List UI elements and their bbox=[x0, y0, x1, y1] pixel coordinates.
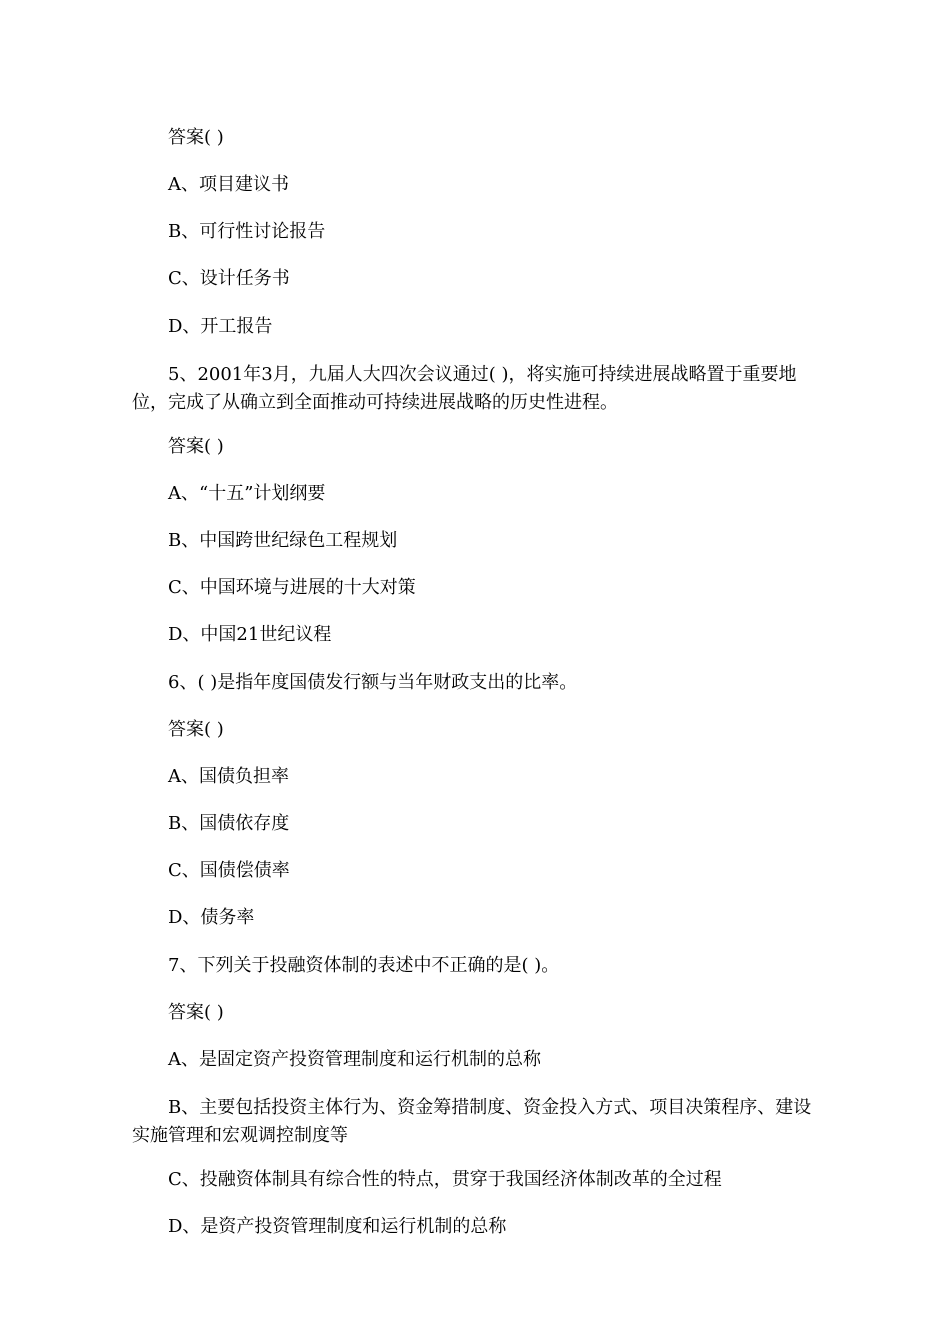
option-d: D、债务率 bbox=[168, 907, 255, 928]
answer-blank: 答案( ) bbox=[168, 436, 224, 457]
option-a: A、“十五”计划纲要 bbox=[168, 483, 326, 504]
question-stem: 7、下列关于投融资体制的表述中不正确的是( )。 bbox=[168, 955, 560, 976]
option-b: B、可行性讨论报告 bbox=[168, 221, 326, 242]
option-b: B、国债依存度 bbox=[168, 813, 290, 834]
option-c: C、中国环境与进展的十大对策 bbox=[168, 577, 416, 598]
option-a: A、项目建议书 bbox=[168, 174, 289, 195]
answer-blank: 答案( ) bbox=[168, 1002, 224, 1023]
option-c: C、国债偿债率 bbox=[168, 860, 290, 881]
question-stem: 6、( )是指年度国债发行额与当年财政支出的比率。 bbox=[168, 672, 578, 693]
answer-blank: 答案( ) bbox=[168, 719, 224, 740]
option-a: A、是固定资产投资管理制度和运行机制的总称 bbox=[168, 1049, 541, 1070]
option-b: B、中国跨世纪绿色工程规划 bbox=[168, 530, 398, 551]
option-d: D、是资产投资管理制度和运行机制的总称 bbox=[168, 1216, 507, 1237]
option-a: A、国债负担率 bbox=[168, 766, 289, 787]
option-d: D、中国21世纪议程 bbox=[168, 624, 332, 645]
option-c: C、设计任务书 bbox=[168, 268, 290, 289]
question-stem: 5、2001年3月，九届人大四次会议通过( )，将实施可持续进展战略置于重要地位，完成了从确立到全面推动可持续进展战略的历史性进程。 bbox=[132, 364, 797, 413]
option-d: D、开工报告 bbox=[168, 316, 273, 337]
option-c: C、投融资体制具有综合性的特点，贯穿于我国经济体制改革的全过程 bbox=[168, 1169, 722, 1190]
answer-blank: 答案( ) bbox=[168, 127, 224, 148]
option-b: B、主要包括投资主体行为、资金筹措制度、资金投入方式、项目决策程序、建设实施管理和宏观调控制度等 bbox=[132, 1097, 812, 1146]
